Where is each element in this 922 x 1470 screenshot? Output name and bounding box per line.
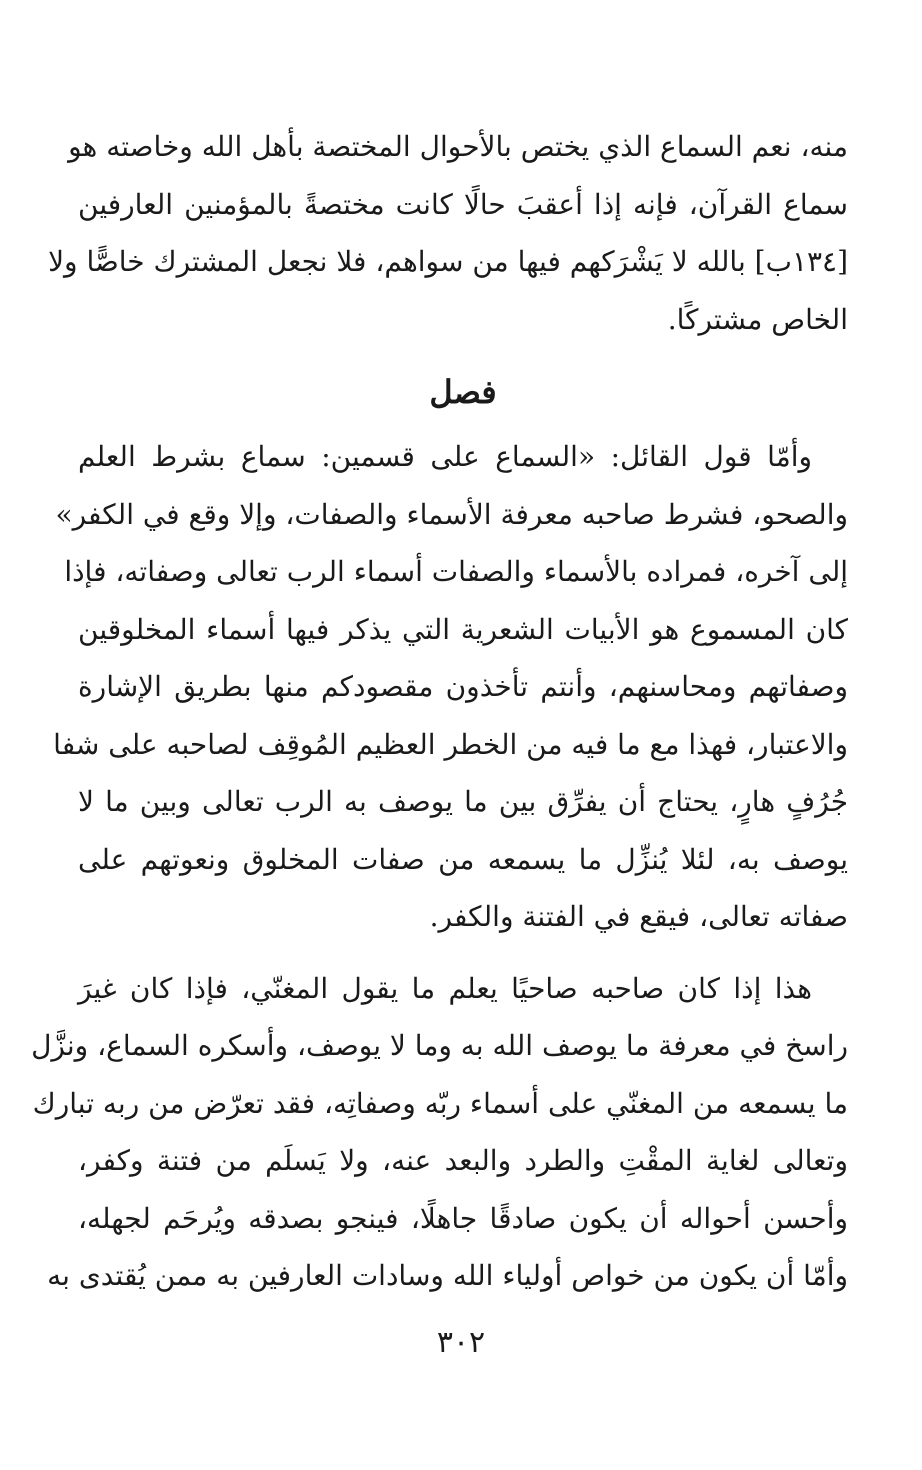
text-line: والصحو، فشرط صاحبه معرفة الأسماء والصفات، وإلا وقع في الكفر» — [55, 497, 848, 531]
paragraph-2 — [53, 428, 848, 946]
text-line: وأمّا أن يكون من خواص أولياء الله وسادات العارفين به ممن يُقتدى به — [47, 1259, 848, 1292]
text-line: وتعالى لغاية المقْتِ والطرد والبعد عنه، ولا يَسلَم من فتنة وكفر، — [78, 1144, 848, 1177]
text-line: ما يسمعه من المغنّي على أسماء ربّه وصفاتِه، فقد تعرّض من ربه تبارك — [32, 1086, 848, 1120]
text-line: وأحسن أحواله أن يكون صادقًا جاهلًا، فينجو بصدقه ويُرحَم لجهله، — [78, 1201, 848, 1235]
text-line: وصفاتهم ومحاسنهم، وأنتم تأخذون مقصودكم منها بطريق الإشارة — [78, 670, 848, 703]
text-line: سماع القرآن، فإنه إذا أعقبَ حالًا كانت مختصةً بالمؤمنين العارفين — [78, 187, 848, 221]
text-line: إلى آخره، فمراده بالأسماء والصفات أسماء الرب تعالى وصفاته، فإذا — [64, 555, 848, 588]
text-line: منه، نعم السماع الذي يختص بالأحوال المختصة بأهل الله وخاصته هو — [68, 130, 848, 163]
text-line: وأمّا قول القائل: «السماع على قسمين: سماع بشرط العلم — [78, 440, 812, 473]
text-line: [١٣٤ب] بالله لا يَشْرَكهم فيها من سواهم، فلا نجعل المشترك خاصًّا ولا — [48, 245, 848, 278]
page-body — [31, 118, 848, 1305]
paragraph-1 — [48, 118, 848, 348]
text-line: يوصف به، لئلا يُنزِّل ما يسمعه من صفات المخلوق ونعوتهم على — [78, 842, 848, 876]
text-line: كان المسموع هو الأبيات الشعرية التي يذكر فيها أسماء المخلوقين — [78, 612, 848, 646]
text-line: الخاص مشتركًا. — [667, 302, 848, 336]
text-line: هذا إذا كان صاحبه صاحيًا يعلم ما يقول المغنّي، فإذا كان غيرَ — [78, 971, 812, 1005]
text-line: جُرُفٍ هارٍ، يحتاج أن يفرِّق بين ما يوصف به الرب تعالى وبين ما لا — [78, 785, 848, 818]
text-line: صفاته تعالى، فيقع في الفتنة والكفر. — [429, 900, 848, 933]
paragraph-3 — [31, 960, 848, 1305]
text-line: والاعتبار، فهذا مع ما فيه من الخطر العظيم المُوقِف لصاحبه على شفا — [53, 727, 848, 761]
text-line: راسخ في معرفة ما يوصف الله به وما لا يوصف، وأسكره السماع، ونزَّل — [31, 1029, 848, 1062]
page-number: ٣٠٢ — [436, 1325, 486, 1360]
section-heading: فصل — [429, 373, 497, 411]
